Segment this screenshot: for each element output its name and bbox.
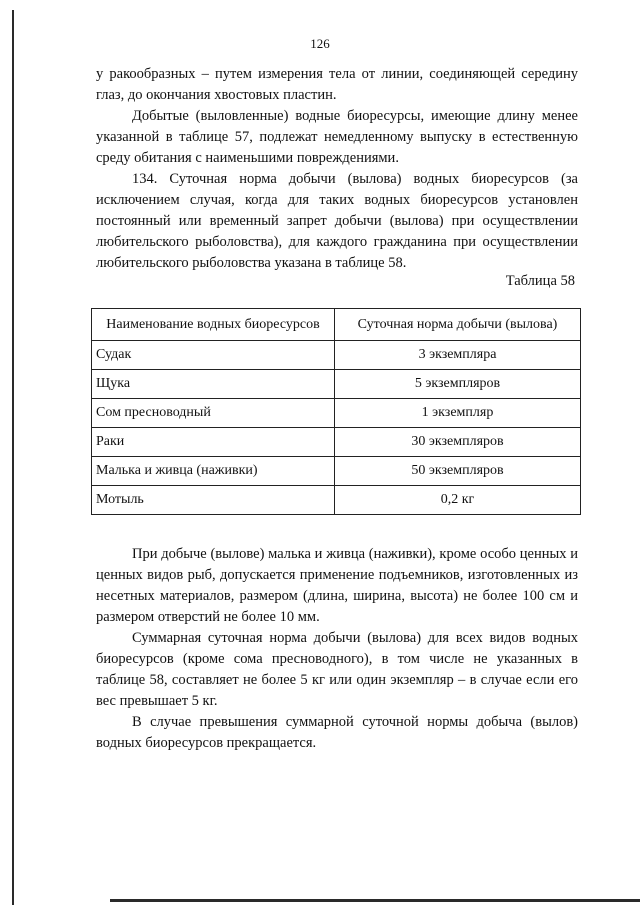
- scan-frame-bottom: [110, 899, 640, 902]
- header-daily-norm: Суточная норма добычи (вылова): [335, 309, 581, 341]
- table-row: [92, 428, 581, 457]
- daily-norm-table: [91, 308, 581, 515]
- row-norm: 5 экземпляров: [335, 370, 581, 399]
- row-name: Мотыль: [92, 486, 335, 515]
- paragraph-bait-lifts: При добыче (вылове) малька и живца (наживки), кроме особо ценных и ценных видов рыб, допускается применение подъемников, изготовленных из несетных материалов, размером (длина, ширина, высота) не более 100 см и размером отверстий не более 10 мм.: [96, 546, 578, 625]
- paragraph-clause-134: 134. Суточная норма добычи (вылова) водных биоресурсов (за исключением случая, когда для таких водных биоресурсов установлен постоянный или временный запрет добычи (вылова) при осуществлении любительского рыболовства), для каждого гражданина при осуществлении любительского рыболовства указана в таблице 58.: [96, 171, 578, 271]
- row-name: Сом пресноводный: [92, 399, 335, 428]
- table-row: [92, 399, 581, 428]
- text-block-bottom: [96, 544, 578, 754]
- text-block-top: [96, 64, 578, 274]
- table-row: [92, 457, 581, 486]
- table-row: [92, 486, 581, 515]
- paragraph-crustacean-measurement: у ракообразных – путем измерения тела от линии, соединяющей середину глаз, до окончания хвостовых пластин.: [96, 66, 578, 103]
- paragraph-release-rule: Добытые (выловленные) водные биоресурсы, имеющие длину менее указанной в таблице 57, подлежат немедленному выпуску в естественную среду обитания с наименьшими повреждениями.: [96, 108, 578, 166]
- row-name: Судак: [92, 341, 335, 370]
- row-name: Малька и живца (наживки): [92, 457, 335, 486]
- paragraph-total-norm: Суммарная суточная норма добычи (вылова) для всех видов водных биоресурсов (кроме сома пресноводного), в том числе не указанных в таблице 58, составляет не более 5 кг или один экземпляр – в случае если его вес превышает 5 кг.: [96, 630, 578, 709]
- row-norm: 30 экземпляров: [335, 428, 581, 457]
- page-number: 126: [310, 36, 330, 51]
- table-row: [92, 370, 581, 399]
- scan-frame-left: [12, 10, 14, 905]
- header-resource-name: Наименование водных биоресурсов: [92, 309, 335, 341]
- row-norm: 0,2 кг: [335, 486, 581, 515]
- row-norm: 3 экземпляра: [335, 341, 581, 370]
- table-row: [92, 341, 581, 370]
- paragraph-exceed-stop: В случае превышения суммарной суточной нормы добыча (вылов) водных биоресурсов прекращается.: [96, 714, 578, 751]
- row-name: Щука: [92, 370, 335, 399]
- row-name: Раки: [92, 428, 335, 457]
- table-header-row: [92, 309, 581, 341]
- row-norm: 50 экземпляров: [335, 457, 581, 486]
- table-caption: Таблица 58: [505, 273, 575, 289]
- row-norm: 1 экземпляр: [335, 399, 581, 428]
